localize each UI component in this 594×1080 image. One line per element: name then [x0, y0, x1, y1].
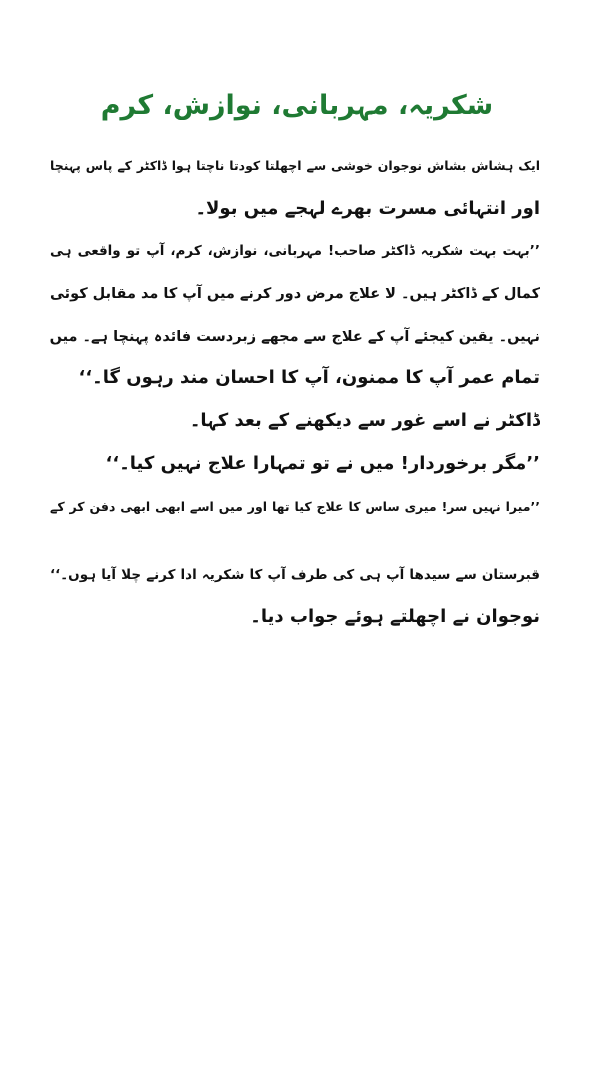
paragraph-line: اور انتہائی مسرت بھرے لہجے میں بولا۔ — [195, 198, 540, 219]
paragraph-line: ’’بہت بہت شکریہ ڈاکٹر صاحب! مہربانی، نوازش، کرم، آپ تو واقعی ہی — [50, 243, 540, 259]
paragraph-line: ’’مگر برخوردار! میں نے تو تمہارا علاج نہیں کیا۔‘‘ — [105, 453, 540, 474]
paragraph-line: تمام عمر آپ کا ممنون، آپ کا احسان مند رہوں گا۔‘‘ — [78, 367, 540, 388]
paragraph-line: نہیں۔ یقین کیجئے آپ کے علاج سے مجھے زبردست فائدہ پہنچا ہے۔ میں — [50, 329, 540, 345]
paragraph-line: کمال کے ڈاکٹر ہیں۔ لا علاج مرض دور کرنے میں آپ کا مد مقابل کوئی — [50, 286, 540, 302]
page-title: شکریہ، مہربانی، نوازش، کرم — [100, 90, 494, 121]
paragraph-line: ’’میرا نہیں سر! میری ساس کا علاج کیا تھا اور میں اسے ابھی ابھی دفن کر کے — [50, 499, 540, 514]
paragraph-line: ڈاکٹر نے اسے غور سے دیکھنے کے بعد کہا۔ — [189, 410, 540, 431]
paragraph-line: نوجوان نے اچھلتے ہوئے جواب دیا۔ — [250, 606, 540, 627]
paragraph-line: قبرستان سے سیدھا آپ ہی کی طرف آپ کا شکریہ ادا کرنے چلا آیا ہوں۔‘‘ — [50, 567, 540, 583]
paragraph-line: ایک ہشاش بشاش نوجوان خوشی سے اچھلتا کودتا ناچتا ہوا ڈاکٹر کے پاس پہنچا — [50, 158, 540, 173]
